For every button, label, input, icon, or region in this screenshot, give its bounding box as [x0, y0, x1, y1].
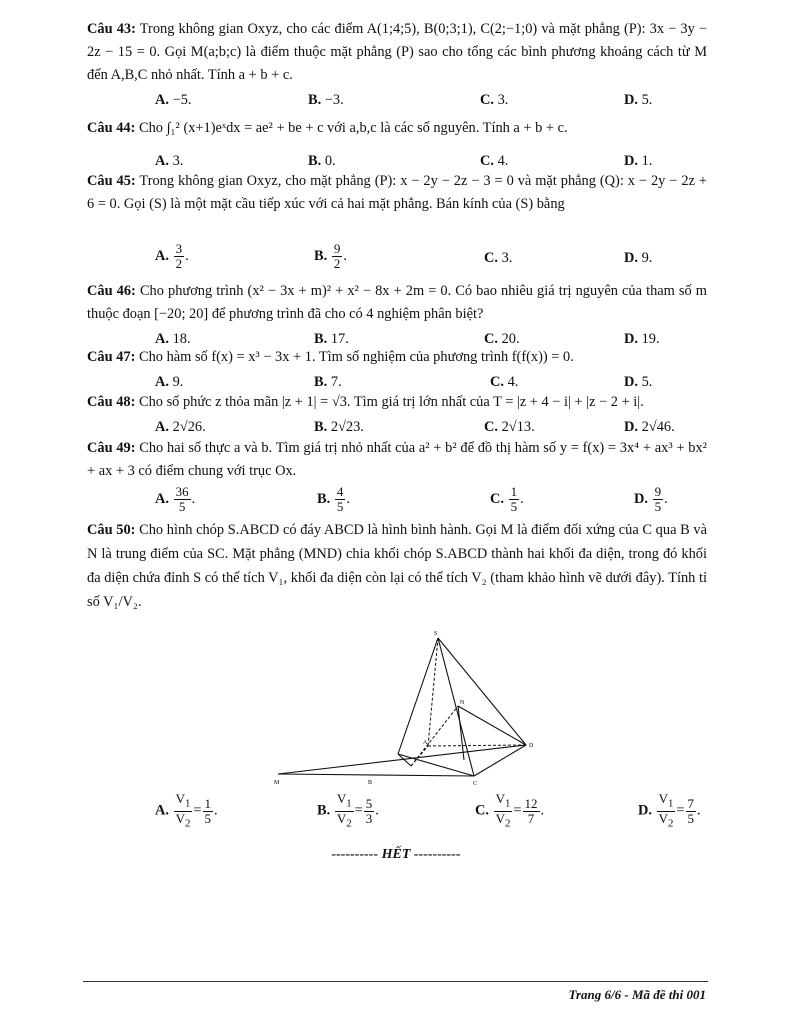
question-number: Câu 50: — [87, 522, 136, 538]
label-S: S — [434, 631, 438, 637]
option-d: D. 1. — [624, 153, 653, 169]
option-c: C. $\frac{V_1}{V_2}$ = $\frac{12}{7}$ . — [475, 791, 545, 830]
question-48 — [87, 391, 707, 414]
option-d: D. 19. — [624, 331, 660, 347]
question-text: Trong không gian Oxyz, cho các điểm A(1;4;5), B(0;3;1), C(2;−1;0) và mặt phẳng (P): 3x − 3y − 2z − 15 = 0. Gọi M(a;b;c) là điểm thuộc mặt phẳng (P) sao cho tổng các bình phương khoảng cách từ M đến A,B,C nhỏ nhất. Tính a + b + c. — [87, 21, 708, 83]
question-text: Cho số phức z thỏa mãn |z + 1| = √3. Tìm giá trị lớn nhất của T = |z + 4 − i| + |z − 2 + i|. — [138, 394, 644, 410]
label-C: C — [473, 781, 478, 786]
end-marker: ---------- HẾT ---------- — [331, 847, 461, 862]
question-45 — [87, 170, 707, 216]
footer-divider — [83, 981, 708, 982]
option-d: D. 2√46. — [624, 419, 675, 435]
option-c: C. 3. — [480, 92, 509, 108]
option-a: A. 3. — [155, 153, 184, 169]
option-c: C. 2√13. — [484, 419, 535, 435]
edge-AD — [428, 745, 526, 746]
label-N: N — [460, 700, 465, 706]
label-M: M — [274, 780, 280, 786]
option-c: C. 4. — [480, 153, 509, 169]
edge-SC — [438, 638, 474, 776]
option-a: A. $\frac{3}{2}$ . — [155, 241, 189, 271]
label-B: B — [368, 780, 373, 786]
option-d: D. 5. — [624, 92, 653, 108]
option-c: C. $\frac{1}{5}$ . — [490, 484, 524, 514]
edge-MD — [278, 745, 526, 774]
question-number: Câu 43: — [87, 21, 136, 37]
option-d: D. $\frac{9}{5}$ . — [634, 484, 668, 514]
option-c: C. 4. — [490, 374, 519, 390]
option-b: B. 17. — [314, 331, 349, 347]
question-number: Câu 44: — [87, 120, 136, 136]
label-A: A — [423, 740, 428, 746]
option-a: A. $\frac{V_1}{V_2}$ = $\frac{1}{5}$ . — [155, 791, 218, 830]
edge-SB — [398, 638, 438, 754]
option-b: B. $\frac{9}{2}$ . — [314, 241, 347, 271]
option-c: C. 20. — [484, 331, 520, 347]
question-text: Cho hình chóp S.ABCD có đáy ABCD là hình bình hành. Gọi M là điểm đối xứng của C qua B và N là trung điểm của SC. Mặt phẳng (MND) chia khối chóp S.ABCD thành hai khối đa diện, trong đó khối đa diện chứa đỉnh S có thể tích V₁, khối đa diện còn lại có thể tích V₂ (tham khảo hình vẽ dưới đây). Tính tỉ số V₁/V₂. — [87, 522, 707, 610]
edge-SA — [428, 638, 438, 746]
question-number: Câu 49: — [87, 440, 136, 456]
option-b: B. −3. — [308, 92, 344, 108]
question-number: Câu 46: — [87, 283, 136, 299]
option-d: D. 5. — [624, 374, 653, 390]
question-46 — [87, 280, 707, 326]
option-a: A. 9. — [155, 374, 184, 390]
question-text: Trong không gian Oxyz, cho mặt phẳng (P): x − 2y − 2z − 3 = 0 và mặt phẳng (Q): x − 2y − 2z + 6 = 0. Gọi (S) là một mặt cầu tiếp xúc với cả hai mặt phẳng. Bán kính của (S) bằng — [87, 173, 707, 212]
option-b: B. $\frac{V_1}{V_2}$ = $\frac{5}{3}$ . — [317, 791, 379, 830]
option-d: D. $\frac{V_1}{V_2}$ = $\frac{7}{5}$ . — [638, 791, 701, 830]
pyramid-figure — [268, 628, 540, 786]
question-49 — [87, 437, 707, 483]
question-text: Cho hàm số f(x) = x³ − 3x + 1. Tìm số nghiệm của phương trình f(f(x)) = 0. — [138, 349, 574, 365]
question-text: Cho ∫₁² (x+1)eˣdx = ae² + be + c với a,b,c là các số nguyên. Tính a + b + c. — [138, 120, 568, 136]
option-b: B. 2√23. — [314, 419, 364, 435]
option-a: A. $\frac{36}{5}$ . — [155, 484, 196, 514]
edge-MC — [278, 774, 474, 776]
label-D: D — [529, 743, 534, 749]
option-b: B. $\frac{4}{5}$ . — [317, 484, 350, 514]
question-number: Câu 45: — [87, 173, 136, 189]
edge-SD — [438, 638, 526, 745]
question-50 — [87, 518, 707, 614]
option-a: A. 18. — [155, 331, 191, 347]
question-47 — [87, 346, 707, 369]
edge-section — [411, 706, 458, 766]
option-a: A. 2√26. — [155, 419, 206, 435]
edge-A-lower — [411, 746, 428, 766]
question-number: Câu 47: — [87, 349, 136, 365]
option-d: D. 9. — [624, 250, 653, 266]
option-b: B. 0. — [308, 153, 336, 169]
option-c: C. 3. — [484, 250, 513, 266]
option-b: B. 7. — [314, 374, 342, 390]
question-43 — [87, 18, 707, 87]
question-text: Cho hai số thực a và b. Tìm giá trị nhỏ nhất của a² + b² để đồ thị hàm số y = f(x) = 3x⁴ + ax³ + bx² + ax + 3 có điểm chung với trục Ox. — [87, 440, 707, 479]
question-44 — [87, 117, 707, 140]
question-number: Câu 48: — [87, 394, 136, 410]
question-text: Cho phương trình (x² − 3x + m)² + x² − 8x + 2m = 0. Có bao nhiêu giá trị nguyên của tham số m thuộc đoạn [−20; 20] để phương trình đã cho có 4 nghiệm phân biệt? — [87, 283, 707, 322]
option-a: A. −5. — [155, 92, 192, 108]
edge-ND — [458, 706, 526, 745]
page-footer: Trang 6/6 - Mã đề thi 001 — [568, 987, 706, 1002]
